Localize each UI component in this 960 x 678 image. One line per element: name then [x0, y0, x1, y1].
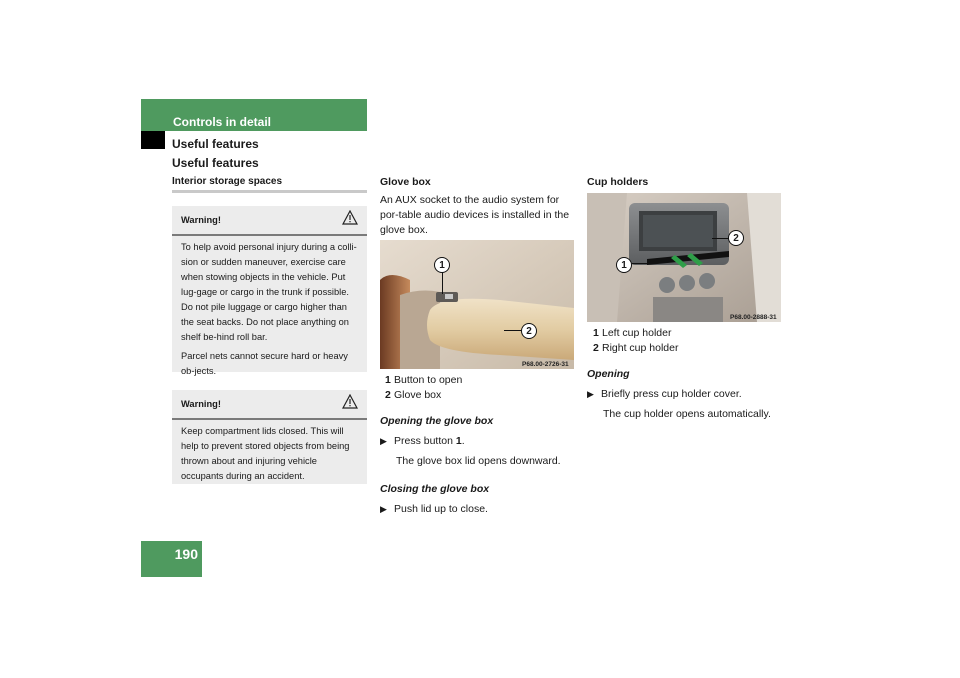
cup-holders-section	[587, 175, 783, 190]
legend-text: Right cup holder	[602, 342, 679, 354]
legend-text: Left cup holder	[602, 327, 672, 339]
glove-box-instructions	[380, 414, 576, 517]
legend-number: 2	[385, 389, 391, 401]
callout-2: 2	[728, 230, 744, 246]
warning-text: Keep compartment lids closed. This will help to prevent stored objects from being thrown about and injuring vehicle occupants during an accident.	[181, 426, 350, 481]
step-result: The glove box lid opens downward.	[396, 455, 561, 467]
cup-holders-figure	[587, 193, 781, 322]
page-number	[141, 541, 202, 577]
closing-heading: Closing the glove box	[380, 483, 490, 495]
list-item	[593, 341, 783, 356]
figure-code: P68.00-2888-31	[730, 314, 777, 321]
callout-leader	[712, 238, 729, 239]
glove-box-legend	[385, 373, 575, 403]
warning-triangle-icon	[342, 210, 358, 230]
warning-title: Warning!	[181, 214, 221, 225]
glove-box-figure	[380, 240, 574, 369]
cup-holders-instructions	[587, 367, 783, 422]
callout-2: 2	[521, 323, 537, 339]
glove-box-intro: An AUX socket to the audio system for por-table audio devices is installed in the glove box.	[380, 194, 570, 236]
callout-leader	[442, 272, 443, 294]
cup-holders-legend	[593, 326, 783, 356]
header-marker	[141, 131, 165, 149]
instruction-step	[380, 434, 576, 449]
warning-triangle-icon	[342, 394, 358, 414]
opening-heading: Opening the glove box	[380, 415, 494, 427]
warning-title-row	[172, 390, 367, 420]
list-item	[385, 373, 575, 388]
legend-text: Button to open	[394, 374, 463, 386]
list-item	[593, 326, 783, 341]
legend-number: 2	[593, 342, 599, 354]
instruction-step	[380, 502, 576, 517]
page-title: Useful features	[172, 137, 259, 151]
warning-title: Warning!	[181, 398, 221, 409]
interior-storage-heading: Interior storage spaces	[172, 176, 367, 193]
glove-box-section	[380, 175, 576, 238]
callout-leader	[504, 330, 521, 331]
page-subtitle: Useful features	[172, 156, 259, 170]
warning-box-1	[172, 206, 367, 376]
arrow-right-icon: ▶	[380, 436, 387, 446]
step-result: The cup holder opens automatically.	[603, 408, 771, 420]
cup-holders-illustration	[587, 193, 781, 322]
arrow-right-icon: ▶	[380, 504, 387, 514]
legend-number: 1	[593, 327, 599, 339]
warning-title-row	[172, 206, 367, 236]
warning-box-2	[172, 390, 367, 484]
step-text: Briefly press cup holder cover.	[601, 388, 742, 400]
warning-text: Parcel nets cannot secure hard or heavy ob-jects.	[181, 351, 348, 376]
section-header	[141, 99, 367, 131]
callout-leader	[632, 263, 652, 264]
glove-box-illustration	[380, 240, 574, 369]
step-text: Press button	[394, 435, 456, 447]
opening-heading: Opening	[587, 368, 630, 380]
arrow-right-icon: ▶	[587, 389, 594, 399]
list-item	[385, 388, 575, 403]
section-header-label: Controls in detail	[173, 115, 272, 129]
glove-box-heading: Glove box	[380, 176, 431, 188]
callout-1: 1	[434, 257, 450, 273]
step-ref: 1	[455, 435, 462, 447]
page-number-text: 190	[174, 546, 198, 562]
warning-text: To help avoid personal injury during a colli-sion or sudden maneuver, exercise care when stowing objects in the vehicle. Put lug-gage or cargo in the trunk if possible. Do not pile luggage or cargo higher than the seat backs. Do not place anything on shelf be-hind roll bar.	[181, 242, 357, 342]
cup-holders-heading: Cup holders	[587, 176, 649, 188]
legend-number: 1	[385, 374, 391, 386]
legend-text: Glove box	[394, 389, 442, 401]
instruction-step	[587, 387, 783, 402]
callout-1: 1	[616, 257, 632, 273]
step-text: .	[461, 435, 465, 447]
step-text: Push lid up to close.	[394, 503, 488, 515]
figure-code: P68.00-2726-31	[522, 361, 569, 368]
